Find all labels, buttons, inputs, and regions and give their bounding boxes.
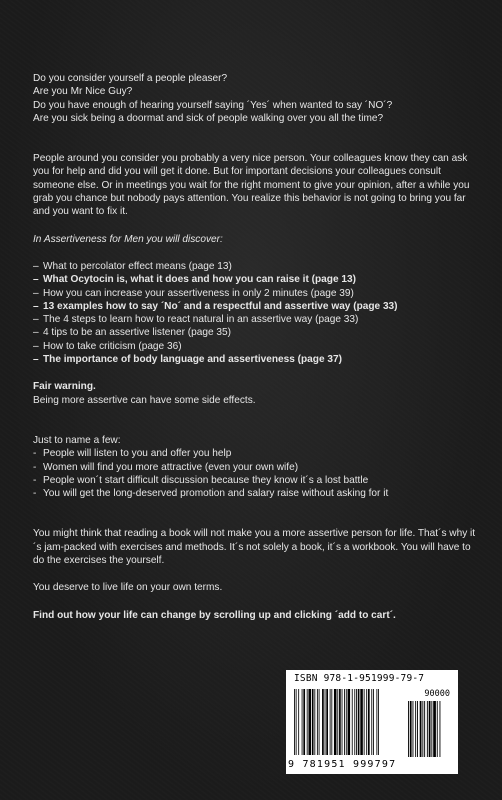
barcode-bar xyxy=(342,689,343,755)
barcode-bar xyxy=(322,689,324,755)
barcode-bar xyxy=(437,701,438,757)
price-code: 90000 xyxy=(424,689,450,699)
barcode-bar xyxy=(314,689,315,755)
warning-title: Fair warning. xyxy=(33,381,96,393)
questions-block xyxy=(33,72,478,125)
addon-barcode-bars xyxy=(408,701,450,757)
barcode-bar xyxy=(308,689,311,755)
barcode-bar xyxy=(337,689,338,755)
barcode-bar xyxy=(360,689,363,755)
barcode-bar xyxy=(319,689,320,755)
barcode-bar xyxy=(422,701,423,757)
discover-intro: In Assertiveness for Men you will discover: xyxy=(33,233,223,245)
barcode-bar xyxy=(424,701,425,757)
barcode-bar xyxy=(376,689,377,755)
barcode-bar xyxy=(312,689,314,755)
barcode-bar xyxy=(413,701,414,757)
list-item: - People will listen to you and offer you help xyxy=(33,447,478,460)
barcode-bar xyxy=(298,689,299,755)
list-item: – 13 examples how to say ´No´ and a respectful and assertive way (page 33) xyxy=(33,300,478,313)
paragraph-own-terms: You deserve to live life on your own terms. xyxy=(33,582,223,594)
barcode-bar xyxy=(344,689,345,755)
barcode-bar xyxy=(427,701,428,757)
barcode-bar xyxy=(410,701,412,757)
barcode-bar xyxy=(415,701,416,757)
barcode-bar xyxy=(368,689,370,755)
barcode-bar xyxy=(358,689,360,755)
list-item: – The importance of body language and assertiveness (page 37) xyxy=(33,353,478,366)
list-item: – What Ocytocin is, what it does and how you can raise it (page 13) xyxy=(33,273,478,286)
list-item: - People won´t start difficult discussion because they know it´s a lost battle xyxy=(33,474,478,487)
effects-block xyxy=(33,434,478,500)
question-1: Do you consider yourself a people pleaser? xyxy=(33,73,228,84)
barcode-bar xyxy=(334,689,337,755)
barcode-bar xyxy=(364,689,365,755)
barcode-bar xyxy=(330,689,331,755)
barcode-bar xyxy=(326,689,328,755)
list-item: – How to take criticism (page 36) xyxy=(33,340,478,353)
barcode-bar xyxy=(378,689,379,755)
list-item: – 4 tips to be an assertive listener (page 35) xyxy=(33,326,478,339)
effects-list xyxy=(33,447,478,500)
blurb xyxy=(33,72,478,622)
barcode-bar xyxy=(352,689,353,755)
isbn-label: ISBN 978-1-951999-79-7 xyxy=(294,673,425,684)
ean-number: 9 781951 999797 xyxy=(288,759,397,770)
barcode-bar xyxy=(433,701,436,757)
paragraph-workbook: You might think that reading a book will not make you a more assertive person for life. That´s why it´s jam-packed with exercises and methods. It´s not solely a book, it´s a workbook. You will have to do the exercises the yourself. xyxy=(33,528,476,567)
barcode-bar xyxy=(339,689,341,755)
list-item: – The 4 steps to learn how to react natural in an assertive way (page 33) xyxy=(33,313,478,326)
barcode-bar xyxy=(356,689,357,755)
list-item: – How you can increase your assertiveness in only 2 minutes (page 39) xyxy=(33,287,478,300)
barcode-bar xyxy=(317,689,318,755)
paragraph-nice-person: People around you consider you probably a very nice person. Your colleagues know they can ask you for help and did you will get it done. But for important decisions your colleagues consult someone else. Or in meetings you wait for the right moment to give your opinion, after a while you grab you chance but nobody pays attention. You realize this behavior is not going to bring you far and you want to fix it. xyxy=(33,153,470,218)
barcode-bar xyxy=(348,689,351,755)
barcode-bar xyxy=(307,689,308,755)
barcode-bar xyxy=(296,689,297,755)
barcode-bar xyxy=(417,701,418,757)
barcode-bar xyxy=(371,689,372,755)
call-to-action: Find out how your life can change by scrolling up and clicking ´add to cart´. xyxy=(33,609,396,621)
warning-text: Being more assertive can have some side effects. xyxy=(33,394,256,406)
discover-list xyxy=(33,260,478,366)
barcode-bar xyxy=(440,701,441,757)
barcode-bar xyxy=(373,689,374,755)
question-4: Are you sick being a doormat and sick of people walking over you all the time? xyxy=(33,112,384,124)
question-2: Are you Mr Nice Guy? xyxy=(33,86,133,98)
isbn-barcode xyxy=(286,670,458,774)
barcode-bar xyxy=(325,689,326,755)
barcode-bar xyxy=(331,689,332,755)
barcode-bar xyxy=(303,689,305,755)
barcode-bar xyxy=(346,689,347,755)
effects-intro: Just to name a few: xyxy=(33,434,121,446)
barcode-bar xyxy=(294,689,295,755)
list-item: - Women will find you more attractive (even your own wife) xyxy=(33,461,478,474)
barcode-bar xyxy=(354,689,355,755)
list-item: - You will get the long-deserved promotion and salary raise without asking for it xyxy=(33,487,478,500)
barcode-bar xyxy=(408,701,409,757)
question-3: Do you have enough of hearing yourself saying ´Yes´ when wanted to say ´NO´? xyxy=(33,99,393,111)
barcode-bar xyxy=(366,689,367,755)
list-item: – What to percolator effect means (page 13) xyxy=(33,260,478,273)
barcode-bar xyxy=(420,701,422,757)
barcode-bar xyxy=(302,689,303,755)
barcode-bar xyxy=(431,701,432,757)
ean-barcode-bars xyxy=(294,689,404,757)
warning-block xyxy=(33,380,478,407)
barcode-bar xyxy=(429,701,431,757)
